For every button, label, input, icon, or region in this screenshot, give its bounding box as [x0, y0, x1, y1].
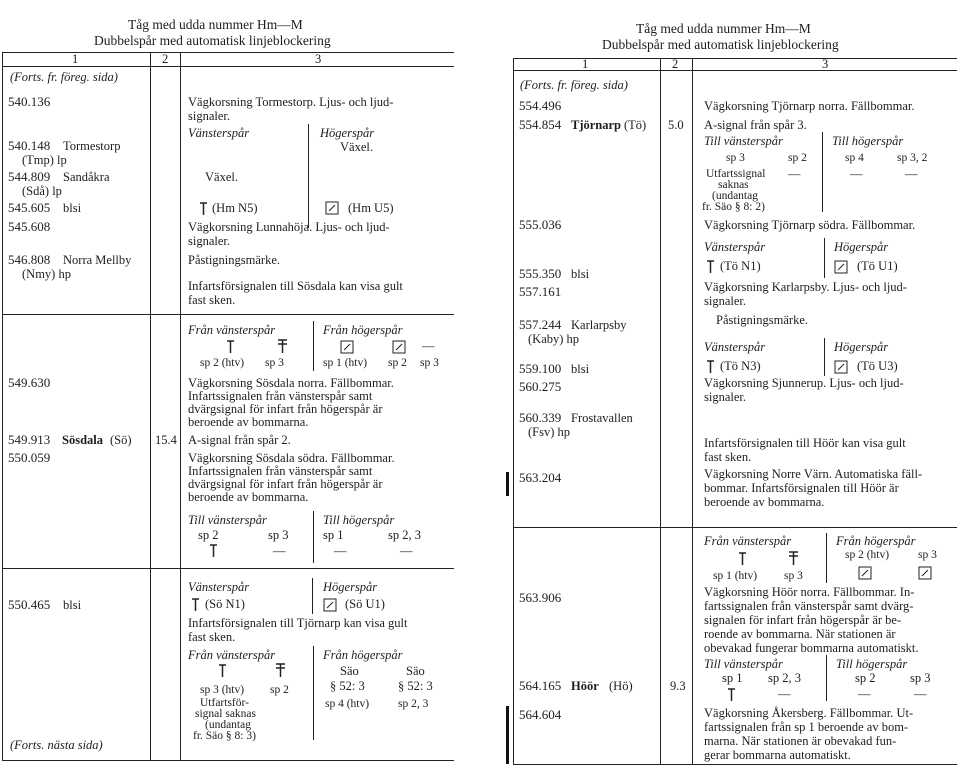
- station-code: (Nmy) hp: [22, 267, 71, 281]
- distance: 5.0: [668, 118, 684, 132]
- station-code: (Tö): [624, 118, 647, 132]
- track-label: sp 2, 3: [388, 528, 421, 542]
- dwarf-signal-icon: [323, 598, 337, 612]
- track-label: sp 4: [845, 152, 864, 164]
- dash: —: [788, 167, 801, 181]
- remark-text: signaler.: [704, 390, 747, 404]
- km-563204: 563.204: [519, 470, 562, 485]
- column-header-2: 2: [672, 57, 679, 71]
- remark-text: fast sken.: [704, 450, 752, 464]
- remark-text: Vägkorsning Sösdala södra. Fällbommar.: [188, 451, 395, 465]
- utfart-note: (undantag: [205, 719, 251, 731]
- km-546808: 546.808: [8, 252, 51, 267]
- remark-text: beroende av bommarna.: [188, 490, 309, 504]
- utfart-note: fr. Säo § 8: 2): [702, 201, 765, 213]
- station-tjornarp: Tjörnarp: [571, 118, 621, 132]
- dash: —: [334, 544, 347, 558]
- signal-icon: [706, 260, 716, 274]
- km-549630: 549.630: [8, 375, 51, 390]
- track-label: sp 2: [788, 152, 807, 164]
- dwarf-signal-icon: [918, 566, 932, 580]
- remark-text: Vägkorsning Sösdala norra. Fällbommar.: [188, 376, 394, 390]
- remark-text: Infartssignalen från vänsterspår samt: [188, 464, 373, 478]
- track-label: sp 2: [855, 671, 876, 685]
- track-label: sp 3: [420, 357, 439, 369]
- vanster-label: Vänsterspår: [188, 580, 250, 594]
- remark-text: bommar. Infartsförsignalen till Höör är: [704, 481, 899, 495]
- utfart-note: signal saknas: [195, 708, 257, 720]
- station-code: (Tmp) lp: [22, 153, 67, 167]
- remark-text: Infartsförsignalen till Höör kan visa gult: [704, 436, 906, 450]
- vanster-label: Vänsterspår: [704, 340, 766, 354]
- signal-icon: [218, 664, 228, 678]
- station-code: (Hö): [609, 679, 633, 693]
- km-540136: 540.136: [8, 94, 51, 109]
- signal-label: (Hm U5): [348, 201, 394, 215]
- remark-text: Vägkorsning Tjörnarp södra. Fällbommar.: [704, 218, 916, 232]
- track-label: sp 2 (htv): [200, 357, 245, 369]
- km-564604: 564.604: [519, 707, 562, 722]
- track-label: sp 4 (htv): [325, 698, 370, 710]
- signal-label: (Tö U1): [857, 259, 898, 273]
- fran-vanster-label: Från vänsterspår: [188, 648, 276, 662]
- station-frostavallen: Frostavallen: [571, 411, 633, 425]
- vaxel-note: Växel.: [340, 140, 373, 154]
- km-545608: 545.608: [8, 219, 51, 234]
- remark-text: fartssignalen från sp 1 beroende av bom-: [704, 720, 909, 734]
- sao-ref: § 52: 3: [398, 679, 433, 693]
- utfart-note: (undantag: [712, 190, 758, 202]
- station-karlarpsby: Karlarpsby: [571, 318, 627, 332]
- remark-text: Vägkorsning Höör norra. Fällbommar. In-: [704, 585, 915, 599]
- signal-icon: [191, 598, 201, 612]
- remark-text: Påstigningsmärke.: [716, 313, 809, 327]
- continued-next-note: (Forts. nästa sida): [10, 738, 103, 752]
- signal-label: (Tö N1): [720, 259, 761, 273]
- station-code: (Sö): [110, 433, 132, 447]
- sao-ref: § 52: 3: [330, 679, 365, 693]
- dash: —: [905, 167, 918, 181]
- km-544809: 544.809: [8, 169, 51, 184]
- station-sosdala: Sösdala: [62, 433, 103, 447]
- distance: 9.3: [670, 679, 686, 693]
- remark-text: A-signal från spår 3.: [704, 118, 807, 132]
- vaxel-note: Växel.: [205, 170, 238, 184]
- station-code: (Fsv) hp: [528, 425, 571, 439]
- till-vanster-label: Till vänsterspår: [704, 134, 783, 148]
- km-554854: 554.854: [519, 117, 562, 132]
- remark-text: beroende av bommarna.: [188, 415, 309, 429]
- track-label: sp 2: [270, 684, 289, 696]
- dash: —: [858, 687, 871, 701]
- till-hoger-label: Till högerspår: [832, 134, 904, 148]
- continued-from-note: (Forts. fr. föreg. sida): [520, 78, 628, 92]
- till-vanster-label: Till vänsterspår: [188, 513, 267, 527]
- column-header-3: 3: [822, 57, 829, 71]
- column-header-1: 1: [582, 57, 589, 71]
- station-hoor: Höör: [571, 679, 599, 693]
- remark-text: beroende av bommarna.: [704, 495, 825, 509]
- signal-label: (Hm N5): [212, 201, 258, 215]
- station-blsi: blsi: [63, 598, 82, 612]
- dash: —: [914, 687, 927, 701]
- signal-icon: [706, 360, 716, 374]
- hoger-label: Högerspår: [323, 580, 378, 594]
- dash: —: [778, 687, 791, 701]
- signal-icon: [199, 202, 209, 216]
- till-hoger-label: Till högerspår: [323, 513, 395, 527]
- km-554496: 554.496: [519, 98, 562, 113]
- signal-icon: [277, 339, 289, 354]
- signal-icon: [788, 551, 800, 566]
- signal-icon: [226, 340, 236, 354]
- remark-text: Vägkorsning Lunnahöja. Ljus- och ljud-: [188, 220, 390, 234]
- remark-text: fast sken.: [188, 293, 236, 307]
- remark-text: Vägkorsning Tormestorp. Ljus- och ljud-: [188, 95, 394, 109]
- remark-text: Infartssignalen från vänsterspår samt: [188, 389, 373, 403]
- hoger-label: Högerspår: [834, 240, 889, 254]
- utfart-note: fr. Säo § 8: 3): [193, 730, 256, 742]
- signal-label: (Sö U1): [345, 597, 385, 611]
- km-555350: 555.350: [519, 266, 562, 281]
- right-subtitle: Dubbelspår med automatisk linjeblockering: [602, 37, 839, 52]
- track-label: sp 2, 3: [398, 698, 429, 710]
- station-code: (Kaby) hp: [528, 332, 580, 346]
- station-tormestorp: Tormestorp: [63, 139, 121, 153]
- till-hoger-label: Till högerspår: [836, 657, 908, 671]
- dash: —: [400, 544, 413, 558]
- left-subtitle: Dubbelspår med automatisk linjeblockering: [94, 33, 331, 48]
- remark-text: signaler.: [188, 109, 231, 123]
- remark-text: Vägkorsning Tjörnarp norra. Fällbommar.: [704, 99, 915, 113]
- signal-icon: [275, 663, 287, 678]
- fran-hoger-label: Från högerspår: [323, 323, 403, 337]
- signal-label: (Tö N3): [720, 359, 761, 373]
- fran-hoger-label: Från högerspår: [836, 534, 916, 548]
- signal-label: (Tö U3): [857, 359, 898, 373]
- vanster-label: Vänsterspår: [188, 126, 250, 140]
- remark-text: Vägkorsning Åkersberg. Fällbommar. Ut-: [704, 706, 914, 720]
- dwarf-signal-icon: [834, 360, 848, 374]
- km-550059: 550.059: [8, 450, 51, 465]
- signal-icon: [209, 544, 219, 558]
- fran-vanster-label: Från vänsterspår: [188, 323, 276, 337]
- km-555036: 555.036: [519, 217, 562, 232]
- column-header-2: 2: [162, 52, 169, 66]
- sao-label: Säo: [340, 664, 359, 678]
- utfart-note: Utfartssignal: [706, 168, 766, 180]
- remark-text: Vägkorsning Norre Värn. Automatiska fäll-: [704, 467, 923, 481]
- km-564165: 564.165: [519, 678, 562, 693]
- dwarf-signal-icon: [858, 566, 872, 580]
- station-norra-mellby: Norra Mellby: [63, 253, 132, 267]
- track-label: sp 3: [268, 528, 289, 542]
- dwarf-signal-icon: [834, 260, 848, 274]
- remark-text: A-signal från spår 2.: [188, 433, 291, 447]
- remark-text: fartssignalen från vänsterspår samt dvärg-: [704, 599, 914, 613]
- track-label: sp 1 (htv): [323, 357, 368, 369]
- signal-icon: [727, 688, 737, 702]
- remark-text: signaler.: [704, 294, 747, 308]
- station-blsi: blsi: [571, 362, 590, 376]
- remark-text: Infartsförsignalen till Sösdala kan visa gult: [188, 279, 403, 293]
- track-label: sp 3, 2: [897, 152, 928, 164]
- track-label: sp 2, 3: [768, 671, 801, 685]
- remark-text: Påstigningsmärke.: [188, 253, 281, 267]
- remark-text: Infartsförsignalen till Tjörnarp kan visa gult: [188, 616, 408, 630]
- continued-from-note: (Forts. fr. föreg. sida): [10, 70, 118, 84]
- hoger-label: Högerspår: [834, 340, 889, 354]
- track-label: sp 1: [323, 528, 344, 542]
- utfart-note: Utfartsför-: [200, 697, 249, 709]
- km-540148: 540.148: [8, 138, 51, 153]
- km-557161: 557.161: [519, 284, 562, 299]
- km-560275: 560.275: [519, 379, 562, 394]
- remark-text: roende av bommarna. När stationen är: [704, 627, 896, 641]
- dash: —: [273, 544, 286, 558]
- hoger-label: Högerspår: [320, 126, 375, 140]
- utfart-note: saknas: [718, 179, 749, 191]
- right-title: Tåg med udda nummer Hm—M: [636, 21, 811, 36]
- remark-text: Vägkorsning Karlarpsby. Ljus- och ljud-: [704, 280, 907, 294]
- km-557244: 557.244: [519, 317, 562, 332]
- dwarf-signal-icon: [340, 340, 354, 354]
- track-label: sp 3: [910, 671, 931, 685]
- km-550465: 550.465: [8, 597, 51, 612]
- dash: —: [850, 167, 863, 181]
- track-label: sp 3: [265, 357, 284, 369]
- fran-vanster-label: Från vänsterspår: [704, 534, 792, 548]
- track-label: sp 2 (htv): [845, 549, 890, 561]
- remark-text: signalen för infart från högerspår är be-: [704, 613, 902, 627]
- station-blsi: blsi: [63, 201, 82, 215]
- column-header-3: 3: [315, 52, 322, 66]
- station-blsi: blsi: [571, 267, 590, 281]
- remark-text: obevakad fungerar bommarna automatiskt.: [704, 641, 919, 655]
- km-559100: 559.100: [519, 361, 562, 376]
- track-label: sp 1: [722, 671, 743, 685]
- remark-text: fast sken.: [188, 630, 236, 644]
- sao-label: Säo: [406, 664, 425, 678]
- remark-text: Vägkorsning Sjunnerup. Ljus- och ljud-: [704, 376, 904, 390]
- km-563906: 563.906: [519, 590, 562, 605]
- station-code: (Sdå) lp: [22, 184, 62, 198]
- till-vanster-label: Till vänsterspår: [704, 657, 783, 671]
- track-label: sp 1 (htv): [713, 570, 758, 582]
- km-560339: 560.339: [519, 410, 562, 425]
- distance: 15.4: [155, 433, 177, 447]
- dwarf-signal-icon: [392, 340, 406, 354]
- km-549913: 549.913: [8, 432, 51, 447]
- remark-text: dvärgsignal för infart från högerspår är: [188, 477, 383, 491]
- track-label: sp 3: [726, 152, 745, 164]
- track-label: sp 3: [918, 549, 937, 561]
- km-545605: 545.605: [8, 200, 51, 215]
- column-header-1: 1: [72, 52, 79, 66]
- track-label: sp 2: [198, 528, 219, 542]
- fran-hoger-label: Från högerspår: [323, 648, 403, 662]
- track-label: sp 3: [784, 570, 803, 582]
- station-sandakra: Sandåkra: [63, 170, 110, 184]
- track-label: sp 3 (htv): [200, 684, 245, 696]
- dash: —: [422, 339, 435, 353]
- dwarf-signal-icon: [325, 201, 339, 215]
- remark-text: signaler.: [188, 234, 231, 248]
- signal-icon: [738, 552, 748, 566]
- remark-text: dvärgsignal för infart från högerspår är: [188, 402, 383, 416]
- left-title: Tåg med udda nummer Hm—M: [128, 17, 303, 32]
- remark-text: gerar bommarna automatiskt.: [704, 748, 851, 762]
- signal-label: (Sö N1): [205, 597, 245, 611]
- vanster-label: Vänsterspår: [704, 240, 766, 254]
- track-label: sp 2: [388, 357, 407, 369]
- remark-text: marna. När stationen är obevakad fun-: [704, 734, 897, 748]
